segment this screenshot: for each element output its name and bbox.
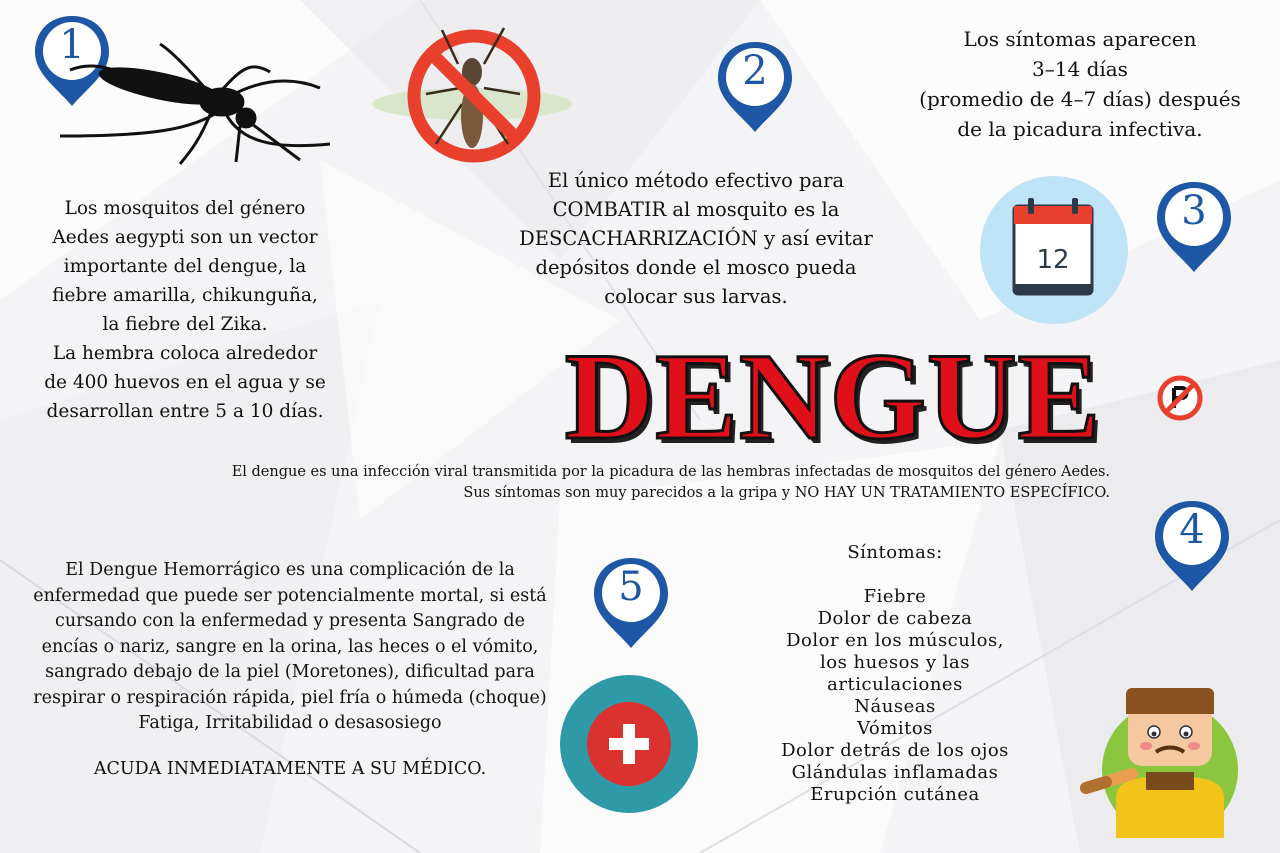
symptoms-section [740, 542, 1050, 806]
calendar-icon [980, 176, 1128, 324]
page-title: DENGUE [564, 328, 1102, 465]
symptom-item: Glándulas inflamadas [791, 762, 999, 783]
step-5-number: 5 [618, 564, 644, 610]
symptom-item: Dolor en los músculos, [786, 630, 1004, 651]
symptom-item: Fiebre [863, 586, 927, 607]
step-1-number: 1 [59, 22, 85, 68]
mosquito-icon [40, 40, 340, 170]
symptom-item: Dolor de cabeza [817, 608, 973, 629]
step-3-number: 3 [1181, 188, 1207, 234]
no-mosquito-icon [366, 24, 578, 164]
sick-person-icon [1076, 688, 1240, 838]
step-3-pin-icon [1149, 176, 1239, 276]
no-parking-icon [1156, 374, 1204, 422]
symptom-item: Náuseas [854, 696, 936, 717]
step-2-pin-icon [710, 36, 800, 136]
symptom-item: articulaciones [827, 674, 963, 695]
step-2-number: 2 [742, 48, 768, 94]
symptom-item: Vómitos [857, 718, 933, 739]
hemorrhagic-text: El Dengue Hemorrágico es una complicación de la enfermedad que puede ser potencialmente mortal, si está cursando con la enfermedad y presenta Sangrado de encías o nariz, sangre en la orina, las heces o el vómito, sangrado debajo de la piel (Moretones), dificultad para respirar o respiración rápida, piel fría o húmeda (choque) Fatiga, Irritabilidad o desasosiego [33, 560, 547, 733]
symptom-item: Dolor detrás de los ojos [781, 740, 1009, 761]
step-5-pin-icon [586, 552, 676, 652]
doctor-advice-text: ACUDA INMEDIATAMENTE A SU MÉDICO. [93, 759, 487, 779]
step-4-number: 4 [1179, 507, 1205, 553]
mosquito-info-text: Los mosquitos del género Aedes aegypti son un vector importante del dengue, la fiebre amarilla, chikunguña, la fiebre del Zika. La hembra coloca alrededor de 400 huevos en el agua y se desarrollan entre 5 a 10 días. [44, 198, 326, 422]
calendar-day: 12 [1036, 245, 1070, 275]
incubation-text: Los síntomas aparecen 3–14 días (promedio de 4–7 días) después de la picadura infectiva. [919, 27, 1241, 141]
symptoms-heading: Síntomas: [847, 542, 943, 563]
symptom-item: los huesos y las [819, 652, 971, 673]
step-4-pin-icon [1147, 495, 1237, 595]
intro-text: El dengue es una infección viral transmitida por la picadura de las hembras infectadas de mosquitos del género Aedes. Sus síntomas son muy parecidos a la gripa y NO HAY UN TRATAMIENTO ESPECÍFICO. [231, 464, 1110, 502]
method-text: El único método efectivo para COMBATIR al mosquito es la DESCACHARRIZACIÓN y así evitar depósitos donde el mosco pueda colocar sus larvas. [519, 169, 873, 308]
medical-cross-icon [560, 675, 698, 813]
symptom-item: Erupción cutánea [810, 784, 980, 805]
